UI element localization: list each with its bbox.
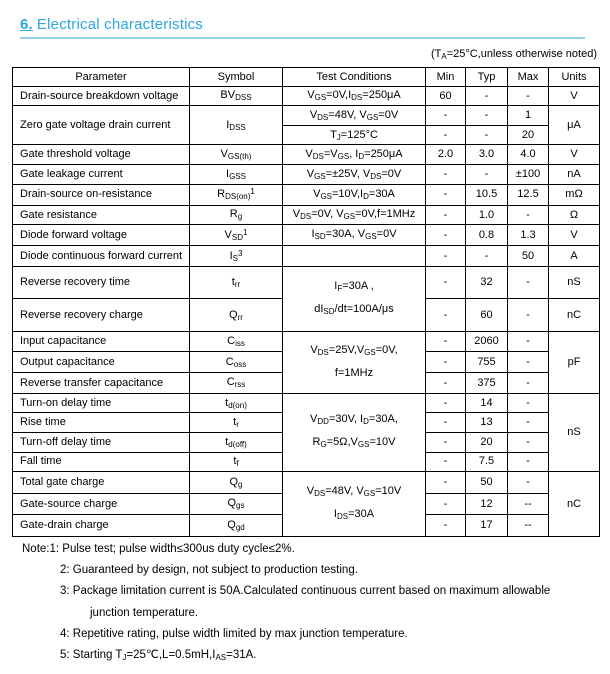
symbol-cell: $C_{oss}$ xyxy=(190,352,283,373)
max-cell: - xyxy=(508,86,549,106)
max-cell: 1 xyxy=(508,106,549,126)
min-cell: - xyxy=(426,331,466,352)
min-cell: - xyxy=(426,205,466,225)
parameter-cell: Gate threshold voltage xyxy=(13,145,190,165)
table-row xyxy=(13,266,600,298)
parameter-cell: Diode forward voltage xyxy=(13,225,190,246)
symbol-cell: $I_S^3$ xyxy=(190,246,283,267)
parameter-cell: Gate resistance xyxy=(13,205,190,225)
test-conditions-cell: $T_J=125^\circ C$ xyxy=(283,125,426,145)
column-header-units: Units xyxy=(549,68,600,87)
min-cell: - xyxy=(426,165,466,185)
min-cell: - xyxy=(426,184,466,205)
test-condition-line: $V_{DS}=48V$, $V_{GS}=10V$ xyxy=(306,485,402,499)
symbol-cell: $BV_{DSS}$ xyxy=(190,86,283,106)
test-conditions-cell: $V_{DS}=48V$, $V_{GS}=0V$ xyxy=(283,106,426,126)
units-cell: nC xyxy=(549,299,600,331)
max-cell: 1.3 xyxy=(508,225,549,246)
max-cell: - xyxy=(508,205,549,225)
test-condition-line: f=1MHz xyxy=(334,367,374,380)
test-condition-line: $I_{DS}=30A$ xyxy=(333,508,375,522)
parameter-cell: Reverse recovery time xyxy=(13,266,190,298)
symbol-cell: $C_{iss}$ xyxy=(190,331,283,352)
symbol-cell: $V_{SD}^1$ xyxy=(190,225,283,246)
min-cell: - xyxy=(426,352,466,373)
units-cell: pF xyxy=(549,331,600,393)
notes-section xyxy=(22,539,550,668)
min-cell: - xyxy=(426,393,466,413)
test-conditions-cell: $V_{GS}=0V,I_{DS}=250\mu A$ xyxy=(283,86,426,106)
typ-cell: 13 xyxy=(466,413,508,433)
typ-cell: 17 xyxy=(466,515,508,537)
symbol-cell: $C_{rss}$ xyxy=(190,373,283,394)
parameter-cell: Reverse transfer capacitance xyxy=(13,373,190,394)
test-condition-line: $R_G=5\Omega,V_{GS}=10V$ xyxy=(312,436,396,450)
table-row xyxy=(13,106,600,126)
max-cell: 12.5 xyxy=(508,184,549,205)
table-row xyxy=(13,331,600,352)
max-cell: - xyxy=(508,432,549,452)
test-conditions-cell: $V_{GS}=\pm 25V$, $V_{DS}=0V$ xyxy=(283,165,426,185)
column-header-symbol: Symbol xyxy=(190,68,283,87)
test-conditions-cell: $V_{DS}=0V$, $V_{GS}=0V,f=1MHz$ xyxy=(283,205,426,225)
test-conditions-cell xyxy=(283,472,426,537)
symbol-cell: $t_{d(on)}$ xyxy=(190,393,283,413)
typ-cell: - xyxy=(466,165,508,185)
note-line: 4: Repetitive rating, pulse width limited by max junction temperature. xyxy=(60,627,408,640)
table-row xyxy=(13,472,600,494)
note-line: 2: Guaranteed by design, not subject to production testing. xyxy=(60,564,358,577)
max-cell: 50 xyxy=(508,246,549,267)
table-row xyxy=(13,246,600,267)
typ-cell: 375 xyxy=(466,373,508,394)
test-condition-line: $I_F=30A$ , xyxy=(334,279,374,293)
section-title: Electrical characteristics xyxy=(36,16,203,33)
symbol-cell: $Q_g$ xyxy=(190,472,283,494)
parameter-cell: Output capacitance xyxy=(13,352,190,373)
min-cell: - xyxy=(426,246,466,267)
typ-cell: 60 xyxy=(466,299,508,331)
min-cell: - xyxy=(426,125,466,145)
symbol-cell: $V_{GS(th)}$ xyxy=(190,145,283,165)
min-cell: - xyxy=(426,266,466,298)
min-cell: - xyxy=(426,413,466,433)
parameter-cell: Diode continuous forward current xyxy=(13,246,190,267)
table-row xyxy=(13,393,600,413)
section-heading xyxy=(20,16,585,39)
units-cell: A xyxy=(549,246,600,267)
typ-cell: 12 xyxy=(466,493,508,515)
typ-cell: 755 xyxy=(466,352,508,373)
symbol-cell: $t_r$ xyxy=(190,413,283,433)
typ-cell: 0.8 xyxy=(466,225,508,246)
symbol-cell: $R_{DS(on)}^1$ xyxy=(190,184,283,205)
symbol-cell: $I_{DSS}$ xyxy=(190,106,283,145)
table-row xyxy=(13,225,600,246)
parameter-cell: Turn-on delay time xyxy=(13,393,190,413)
typ-cell: 1.0 xyxy=(466,205,508,225)
parameter-cell: Rise time xyxy=(13,413,190,433)
typ-cell: 3.0 xyxy=(466,145,508,165)
typ-cell: 10.5 xyxy=(466,184,508,205)
symbol-cell: $R_g$ xyxy=(190,205,283,225)
section-number: 6. xyxy=(20,16,33,33)
symbol-cell: $Q_{gd}$ xyxy=(190,515,283,537)
max-cell: - xyxy=(508,266,549,298)
max-cell: -- xyxy=(508,493,549,515)
max-cell: 4.0 xyxy=(508,145,549,165)
column-header-test-conditions: Test Conditions xyxy=(283,68,426,87)
parameter-cell: Input capacitance xyxy=(13,331,190,352)
typ-cell: 32 xyxy=(466,266,508,298)
typ-cell: - xyxy=(466,125,508,145)
test-conditions-cell: $I_{SD}=30A$, $V_{GS}=0V$ xyxy=(283,225,426,246)
units-cell: Ω xyxy=(549,205,600,225)
min-cell: - xyxy=(426,299,466,331)
typ-cell: 14 xyxy=(466,393,508,413)
typ-cell: - xyxy=(466,246,508,267)
table-row xyxy=(13,145,600,165)
table-row xyxy=(13,165,600,185)
parameter-cell: Drain-source breakdown voltage xyxy=(13,86,190,106)
min-cell: - xyxy=(426,472,466,494)
units-cell: nS xyxy=(549,266,600,298)
test-conditions-cell xyxy=(283,266,426,331)
parameter-cell: Gate-source charge xyxy=(13,493,190,515)
units-cell: V xyxy=(549,145,600,165)
units-cell: nC xyxy=(549,472,600,537)
max-cell: ±100 xyxy=(508,165,549,185)
temperature-condition-note: ($T_A=25^\circ C,unless$ otherwise noted) xyxy=(431,48,597,61)
typ-cell: - xyxy=(466,86,508,106)
symbol-cell: $t_f$ xyxy=(190,452,283,472)
symbol-cell: $I_{GSS}$ xyxy=(190,165,283,185)
max-cell: 20 xyxy=(508,125,549,145)
max-cell: - xyxy=(508,452,549,472)
note-line: Note:1: Pulse test; pulse width≤300us duty cycle≤2%. xyxy=(22,543,295,555)
test-condition-line: $V_{DS}=25V,V_{GS}=0V$, xyxy=(310,344,398,358)
table-header-row xyxy=(13,68,600,87)
units-cell: nA xyxy=(549,165,600,185)
min-cell: - xyxy=(426,452,466,472)
column-header-parameter: Parameter xyxy=(13,68,190,87)
symbol-cell: $Q_{rr}$ xyxy=(190,299,283,331)
note-line: junction temperature. xyxy=(90,606,199,619)
parameter-cell: Zero gate voltage drain current xyxy=(13,106,190,145)
units-cell: mΩ xyxy=(549,184,600,205)
parameter-cell: Fall time xyxy=(13,452,190,472)
min-cell: - xyxy=(426,515,466,537)
typ-cell: 20 xyxy=(466,432,508,452)
note-line: 3: Package limitation current is 50A.Calculated continuous current based on maximum allowable xyxy=(60,585,551,598)
note-line: 5: Starting $T_J=25℃,L=0.5mH,I_{AS}=31A$. xyxy=(60,649,257,663)
min-cell: - xyxy=(426,225,466,246)
min-cell: - xyxy=(426,493,466,515)
test-conditions-cell xyxy=(283,331,426,393)
min-cell: 60 xyxy=(426,86,466,106)
max-cell: - xyxy=(508,331,549,352)
electrical-characteristics-table xyxy=(12,67,600,537)
typ-cell: 7.5 xyxy=(466,452,508,472)
parameter-cell: Reverse recovery charge xyxy=(13,299,190,331)
test-conditions-cell xyxy=(283,246,426,267)
parameter-cell: Turn-off delay time xyxy=(13,432,190,452)
min-cell: 2.0 xyxy=(426,145,466,165)
units-cell: μA xyxy=(549,106,600,145)
max-cell: - xyxy=(508,413,549,433)
max-cell: - xyxy=(508,472,549,494)
test-condition-line: $V_{DD}=30V$, $I_D=30A$, xyxy=(310,413,398,427)
max-cell: - xyxy=(508,393,549,413)
symbol-cell: $t_{d(off)}$ xyxy=(190,432,283,452)
test-conditions-cell: $V_{DS}=V_{GS}$, $I_D=250\mu A$ xyxy=(283,145,426,165)
units-cell: V xyxy=(549,225,600,246)
typ-cell: 50 xyxy=(466,472,508,494)
parameter-cell: Gate leakage current xyxy=(13,165,190,185)
table-row xyxy=(13,86,600,106)
column-header-max: Max xyxy=(508,68,549,87)
units-cell: nS xyxy=(549,393,600,471)
table-row xyxy=(13,205,600,225)
max-cell: - xyxy=(508,352,549,373)
test-conditions-cell xyxy=(283,393,426,471)
typ-cell: - xyxy=(466,106,508,126)
min-cell: - xyxy=(426,373,466,394)
max-cell: -- xyxy=(508,515,549,537)
test-condition-line: $dI_{SD}/dt=100A/\mu s$ xyxy=(314,302,394,316)
units-cell: V xyxy=(549,86,600,106)
typ-cell: 2060 xyxy=(466,331,508,352)
parameter-cell: Gate-drain charge xyxy=(13,515,190,537)
symbol-cell: $t_{rr}$ xyxy=(190,266,283,298)
min-cell: - xyxy=(426,432,466,452)
max-cell: - xyxy=(508,299,549,331)
max-cell: - xyxy=(508,373,549,394)
parameter-cell: Drain-source on-resistance xyxy=(13,184,190,205)
parameter-cell: Total gate charge xyxy=(13,472,190,494)
test-conditions-cell: $V_{GS}=10V,I_D=30A$ xyxy=(283,184,426,205)
table-row xyxy=(13,184,600,205)
column-header-typ: Typ xyxy=(466,68,508,87)
min-cell: - xyxy=(426,106,466,126)
column-header-min: Min xyxy=(426,68,466,87)
symbol-cell: $Q_{gs}$ xyxy=(190,493,283,515)
